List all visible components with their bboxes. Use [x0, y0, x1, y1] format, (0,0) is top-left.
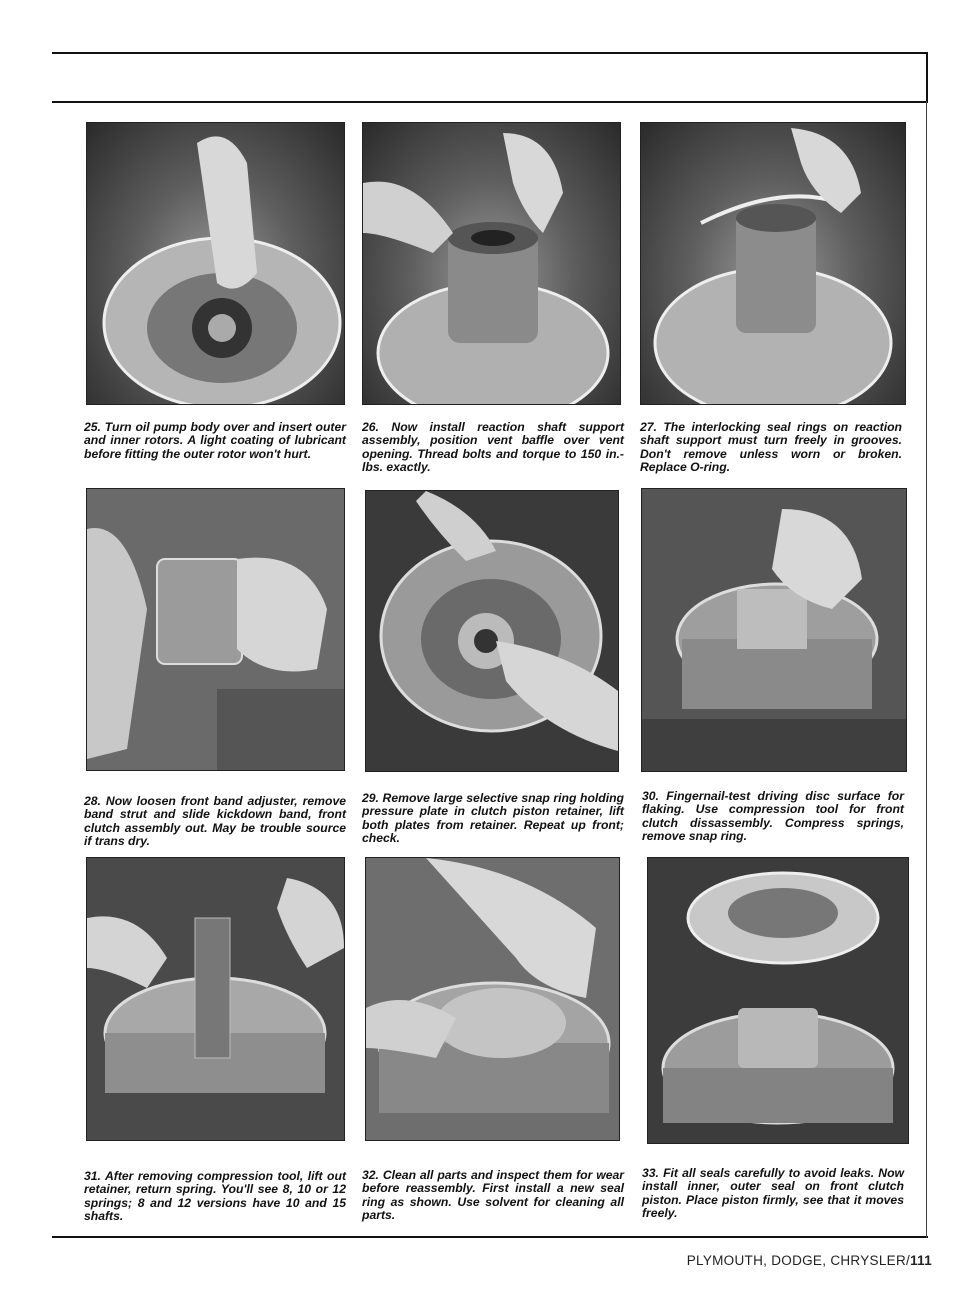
- photo-driving-disc-compression-tool: [641, 488, 907, 772]
- photo-clean-parts-seal-ring: [365, 857, 620, 1141]
- header-top-rule: [52, 52, 928, 54]
- photo-front-clutch-piston-seals: [647, 857, 909, 1144]
- photo-front-band-clutch-removal: [86, 488, 345, 771]
- caption-30: 30. Fingernail-test driving disc surface for flaking. Use compression tool for front clutch dissassembly. Compress springs, remove snap ring.: [642, 789, 904, 844]
- photo-oil-pump-rotors: [86, 122, 345, 405]
- page-right-rule: [926, 101, 927, 1238]
- caption-26: 26. Now install reaction shaft support assembly, position vent baffle over vent opening. Thread bolts and torque to 150 in.-lbs. exactly.: [362, 420, 624, 475]
- caption-25: 25. Turn oil pump body over and insert outer and inner rotors. A light coating of lubricant before fitting the outer rotor won't hurt.: [84, 420, 346, 461]
- photo-retainer-return-spring: [86, 857, 345, 1141]
- photo-reaction-shaft-support: [362, 122, 621, 405]
- caption-29: 29. Remove large selective snap ring holding pressure plate in clutch piston retainer, lift both plates from retainer. Repeat up front; check.: [362, 791, 624, 846]
- photo-selective-snap-ring: [365, 490, 619, 772]
- running-head: PLYMOUTH, DODGE, CHRYSLER/: [686, 1253, 911, 1268]
- caption-32: 32. Clean all parts and inspect them for wear before reassembly. First install a new seal ring as shown. Use solvent for cleaning all parts.: [362, 1168, 624, 1223]
- photo-interlocking-seal-rings: [640, 122, 906, 405]
- header-right-rule: [926, 52, 928, 103]
- caption-31: 31. After removing compression tool, lift out retainer, return spring. You'll see 8, 10 or 12 springs; 8 and 12 versions have 10 and 15 shafts.: [84, 1169, 346, 1224]
- footer-rule: [52, 1236, 928, 1238]
- caption-28: 28. Now loosen front band adjuster, remove band strut and slide kickdown band, front clutch assembly out. May be trouble source if trans dry.: [84, 794, 346, 849]
- header-bottom-rule: [52, 101, 928, 103]
- page-number: 111: [910, 1253, 932, 1268]
- caption-33: 33. Fit all seals carefully to avoid leaks. Now install inner, outer seal on front clutch piston. Place piston firmly, see that it moves freely.: [642, 1166, 904, 1221]
- page-footer: [687, 1253, 932, 1268]
- caption-27: 27. The interlocking seal rings on reaction shaft support must turn freely in grooves. Don't remove unless worn or broken. Replace O-ring.: [640, 420, 902, 475]
